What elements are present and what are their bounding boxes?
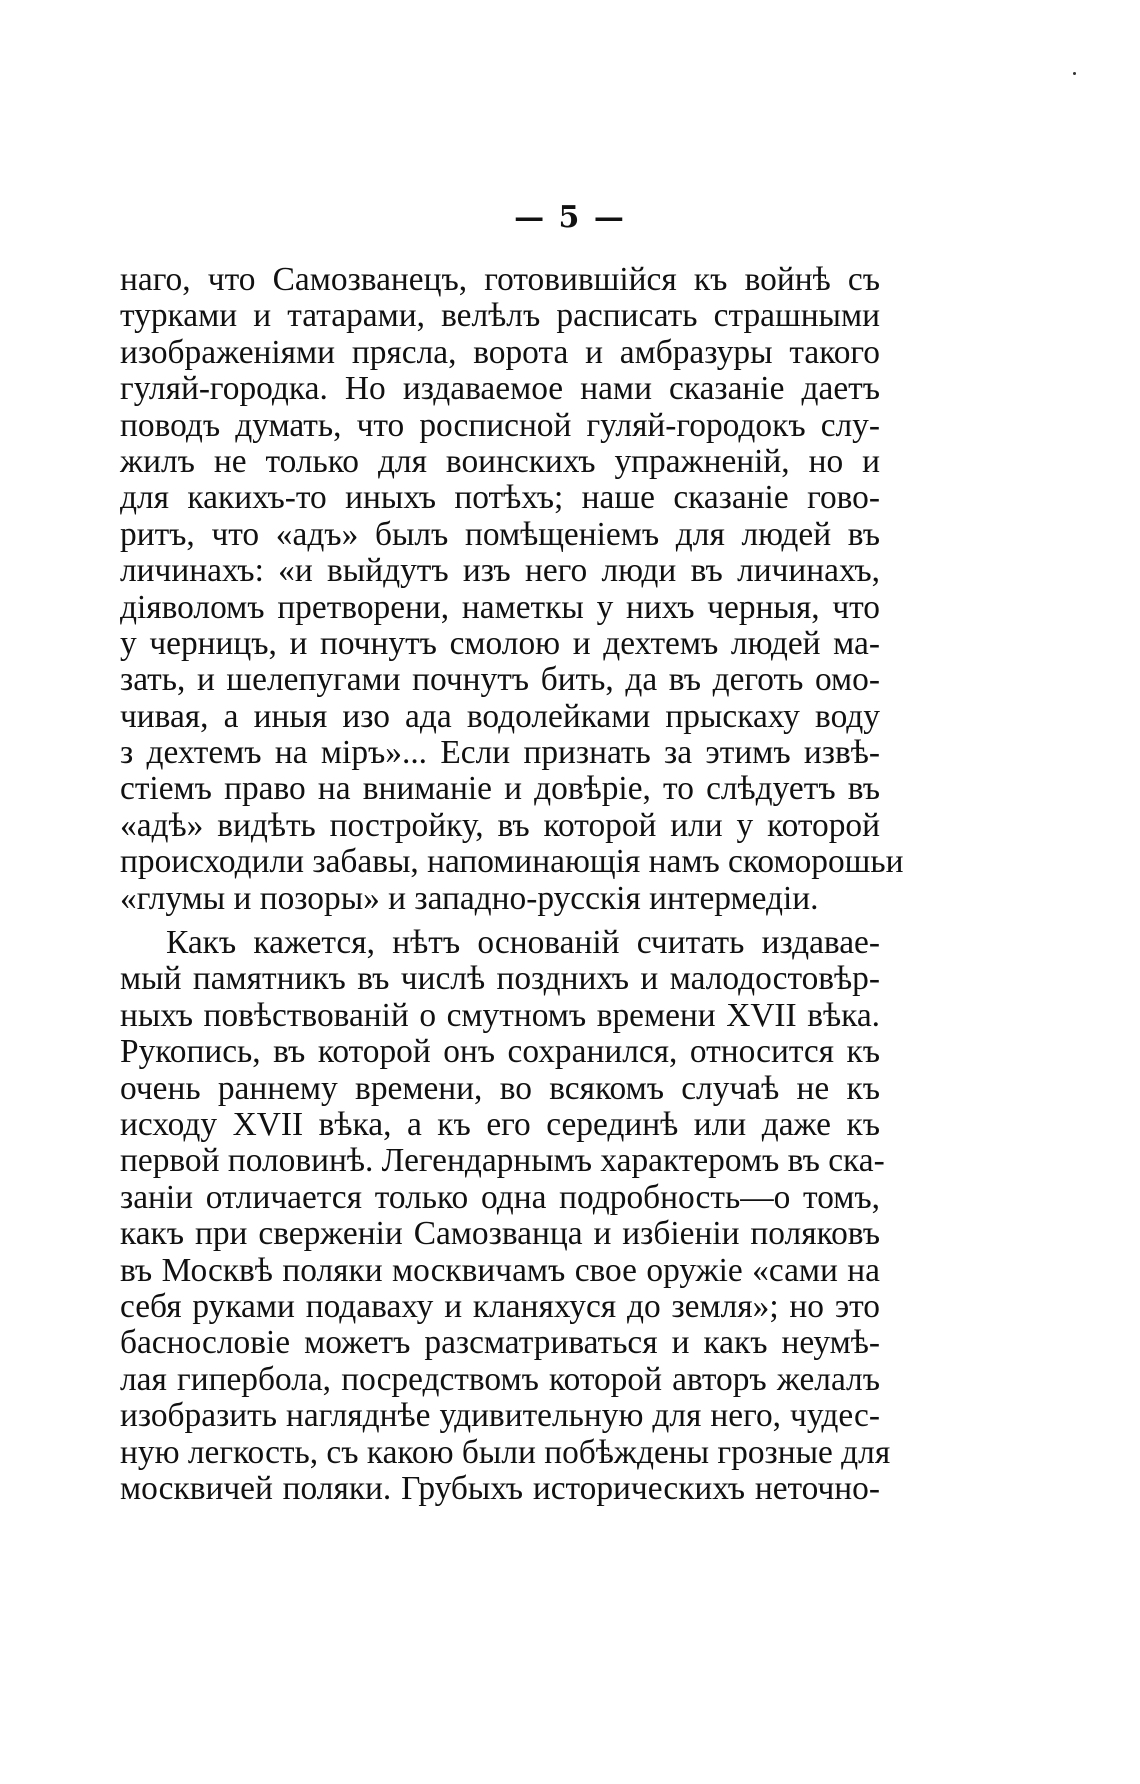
text-line: для какихъ-то иныхъ потѣхъ; наше сказаніе гово- — [120, 479, 880, 517]
text-line: ную легкость, съ какою были побѣждены грозные для — [120, 1433, 891, 1471]
text-line: жилъ не только для воинскихъ упражненій, но и — [120, 442, 880, 480]
text-line: стіемъ право на вниманіе и довѣріе, то слѣдуетъ въ — [120, 770, 880, 808]
text-line: лая гипербола, посредствомъ которой авторъ желалъ — [120, 1360, 880, 1398]
text-line: у черницъ, и почнутъ смолою и дехтемъ людей ма- — [120, 624, 880, 662]
text-line: личинахъ: «и выйдутъ изъ него люди въ личинахъ, — [120, 552, 880, 590]
text-line: баснословіе можетъ разсматриваться и какъ неумѣ- — [120, 1324, 880, 1362]
text-line: какъ при сверженіи Самозванца и избіеніи поляковъ — [120, 1215, 880, 1253]
text-line: гуляй-городка. Но издаваемое нами сказаніе даетъ — [120, 370, 880, 408]
text-line: наго, что Самозванецъ, готовившійся къ войнѣ съ — [120, 261, 880, 298]
text-line: изобразить нагляднѣе удивительную для него, чудес- — [120, 1397, 880, 1435]
text-line: Какъ кажется, нѣтъ основаній считать издавае- — [166, 924, 880, 962]
text-line: первой половинѣ. Легендарнымъ характеромъ въ ска- — [120, 1142, 885, 1180]
text-line: москвичей поляки. Грубыхъ историческихъ неточно- — [120, 1469, 880, 1507]
text-line: ныхъ повѣствованій о смутномъ времени XVII вѣка. — [120, 996, 880, 1034]
text-line: діяволомъ претворени, наметкы у нихъ черныя, что — [120, 588, 880, 626]
paragraph-1 — [120, 261, 904, 917]
text-line: себя руками подаваху и кланяхуся до земля»; но это — [120, 1287, 880, 1325]
text-line: происходили забавы, напоминающія намъ скоморошьи — [120, 843, 904, 881]
text-line: Рукопись, въ которой онъ сохранился, относится къ — [120, 1033, 880, 1071]
text-line: очень раннему времени, во всякомъ случаѣ не къ — [120, 1069, 880, 1107]
page-number: — 5 — — [514, 200, 626, 235]
scan-speck — [1073, 72, 1076, 75]
text-line: поводъ думать, что росписной гуляй-городокъ слу- — [120, 406, 880, 444]
text-line: турками и татарами, велѣлъ расписать страшными — [120, 297, 880, 335]
text-line: въ Москвѣ поляки москвичамъ свое оружіе «сами на — [120, 1251, 880, 1289]
text-line: заніи отличается только одна подробность—о томъ, — [120, 1178, 880, 1216]
text-line: мый памятникъ въ числѣ позднихъ и малодостовѣр- — [120, 960, 880, 998]
text-line: исходу XVII вѣка, а къ его серединѣ или даже къ — [120, 1105, 880, 1143]
paragraph-2 — [120, 924, 891, 1507]
text-line: изображеніями прясла, ворота и амбразуры такого — [120, 333, 880, 371]
text-line: ритъ, что «адъ» былъ помѣщеніемъ для людей въ — [120, 515, 880, 553]
text-line: «глумы и позоры» и западно-русскія интермедіи. — [120, 879, 819, 917]
text-line: чивая, а иныя изо ада водолейками прыскаху воду — [120, 697, 880, 735]
text-line: з дехтемъ на міръ»... Если признать за этимъ извѣ- — [120, 734, 880, 772]
body-text — [120, 261, 904, 1507]
text-line: зать, и шелепугами почнутъ бить, да въ деготь омо- — [120, 661, 880, 699]
text-line: «адѣ» видѣть постройку, въ которой или у которой — [120, 806, 880, 844]
